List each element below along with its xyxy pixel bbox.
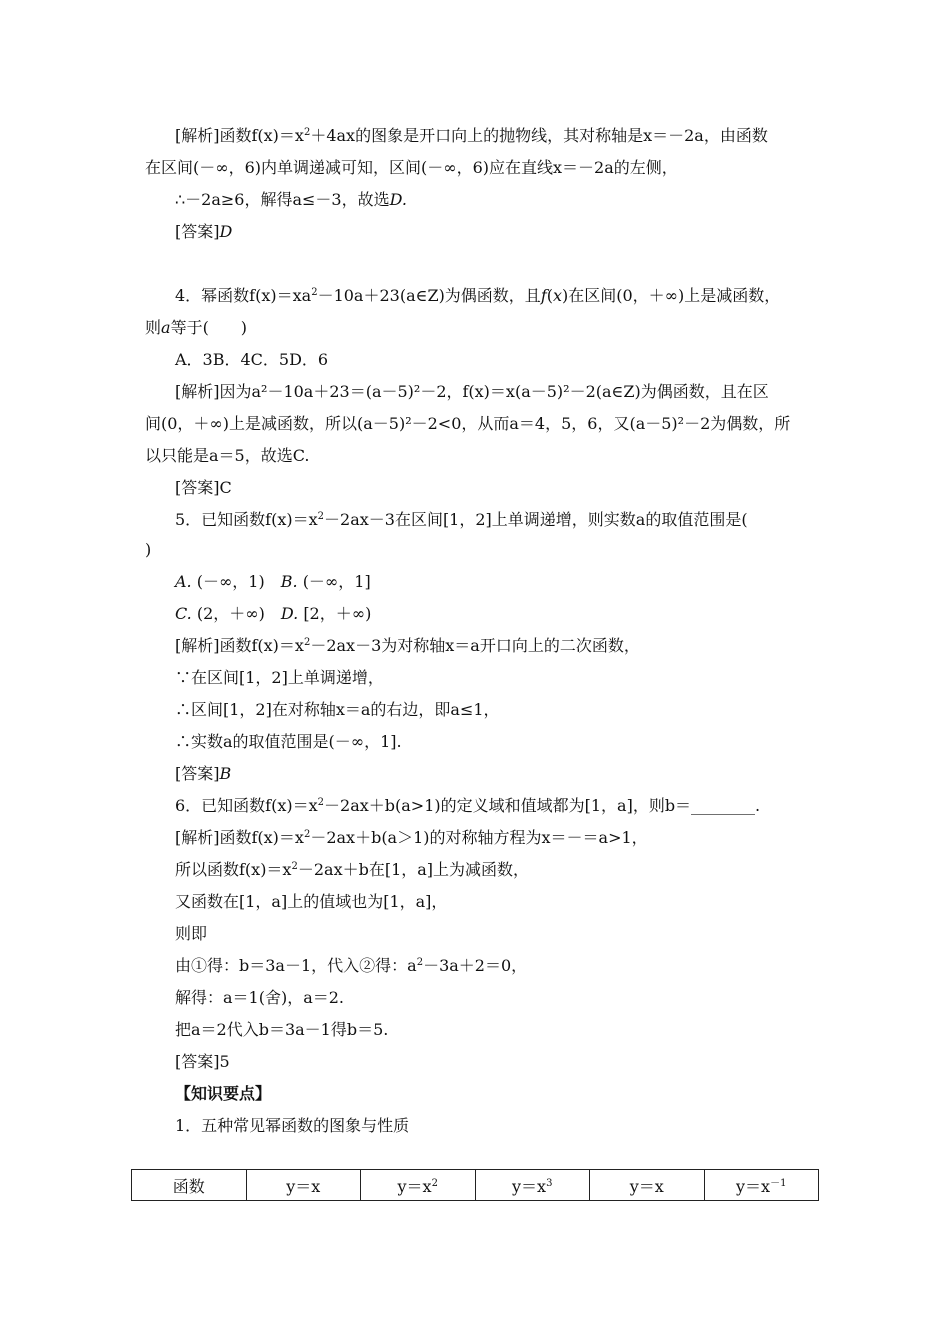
answer-value: B (219, 764, 232, 783)
text: ＋4ax的图象是开口向上的抛物线，其对称轴是x＝－2a，由函数 (310, 126, 768, 145)
text: －3a＋2＝0， (423, 956, 528, 975)
q3-analysis-line3 (175, 190, 407, 210)
text: －2ax＋b(a>1)的定义域和值域都为[1，a]，则b＝________. (324, 796, 761, 815)
answer-label: [答案] (175, 222, 220, 241)
superscript: 2 (416, 957, 424, 968)
q4-analysis-line3: 以只能是a＝5，故选C. (145, 446, 310, 465)
q3-analysis-line2: 在区间(－∞，6)内单调递减可知，区间(－∞，6)应在直线x＝－2a的左侧， (145, 158, 678, 177)
table-cell (246, 1170, 361, 1201)
q6-analysis-line2 (175, 860, 529, 880)
superscript: 2 (311, 287, 318, 298)
q6-analysis-line6: 解得：a＝1(舍)，a＝2. (175, 988, 345, 1007)
text: 6．已知函数f(x)＝x (175, 796, 318, 815)
text: 由①得：b＝3a－1，代入②得：a (175, 956, 417, 975)
superscript: 3 (546, 1177, 553, 1189)
q5-analysis-line2: ∵在区间[1，2]上单调递增， (175, 668, 384, 687)
table-header-cell (132, 1170, 247, 1201)
q3-answer (175, 222, 232, 242)
q5-stem-line1 (175, 510, 748, 530)
q4-analysis-line2: 间(0，＋∞)上是减函数，所以(a－5)²－2<0，从而a＝4，5，6，又(a－5)²－2为偶数，所 (145, 414, 791, 433)
superscript: 2 (431, 1177, 438, 1189)
text: －2ax－3为对称轴x＝a开口向上的二次函数， (310, 636, 640, 655)
cell-text: y＝x (736, 1176, 771, 1196)
text: ( (546, 286, 553, 305)
cell-text: y＝x (286, 1176, 321, 1196)
option-c: (2，＋∞) (196, 604, 265, 623)
option-d-letter: D. (280, 604, 299, 623)
answer-letter: D. (389, 190, 407, 209)
q6-answer: [答案]5 (175, 1052, 230, 1071)
superscript: 2 (303, 127, 311, 138)
q4-options: A．3B．4C．5D．6 (175, 350, 329, 369)
option-c-letter: C. (175, 604, 192, 623)
option-a: (－∞，1) (196, 572, 265, 591)
cell-text: y＝x (397, 1176, 432, 1196)
text: [解析]函数f(x)＝x (175, 636, 304, 655)
q4-answer: [答案]C (175, 478, 232, 497)
cell-text: y＝x (512, 1176, 547, 1196)
text: [解析]函数f(x)＝x (175, 828, 304, 847)
text: )在区间(0，＋∞)上是减函数， (562, 286, 781, 305)
cell-text: y＝x (629, 1176, 664, 1196)
superscript: 2 (303, 637, 311, 648)
table-cell (704, 1170, 819, 1201)
table-cell (475, 1170, 590, 1201)
answer-label: [答案] (175, 764, 220, 783)
text: －2ax＋b(a＞1)的对称轴方程为x＝－＝a>1， (310, 828, 648, 847)
q5-answer (175, 764, 231, 784)
q6-analysis-line3: 又函数在[1，a]上的值域也为[1，a]， (175, 892, 448, 911)
q4-analysis-line1: [解析]因为a²－10a＋23＝(a－5)²－2，f(x)＝x(a－5)²－2(a∈Z)为偶函数，且在区 (175, 382, 769, 401)
q4-stem-line2 (145, 318, 247, 338)
text: 5．已知函数f(x)＝x (175, 510, 318, 529)
text: 所以函数f(x)＝x (175, 860, 292, 879)
text: －2ax－3在区间[1，2]上单调递增，则实数a的取值范围是( (324, 510, 748, 529)
option-b-letter: B. (280, 572, 298, 591)
text: 则 (145, 318, 162, 337)
table-row (132, 1170, 819, 1201)
q5-options-cd (175, 604, 371, 624)
text: ∴－2a≥6，解得a≤－3，故选 (175, 190, 390, 209)
q6-stem (175, 796, 760, 816)
q5-analysis-line1 (175, 636, 640, 656)
text: －2ax＋b在[1，a]上为减函数， (297, 860, 530, 879)
text: x (552, 286, 563, 305)
q5-analysis-line3: ∴区间[1，2]在对称轴x＝a的右边，即a≤1， (175, 700, 500, 719)
superscript: 2 (291, 861, 298, 872)
superscript: 2 (317, 511, 325, 522)
option-d: [2，＋∞) (303, 604, 372, 623)
cell-text: 函数 (172, 1176, 205, 1196)
text: a (161, 318, 171, 337)
option-a-letter: A. (175, 572, 192, 591)
text: 等于( ) (170, 318, 248, 337)
q4-stem-line1 (175, 286, 780, 306)
text: f (540, 286, 547, 305)
answer-value: D (219, 222, 233, 241)
table-cell (361, 1170, 476, 1201)
q6-analysis-line7: 把a＝2代入b＝3a－1得b＝5. (175, 1020, 389, 1039)
option-b: (－∞，1] (302, 572, 371, 591)
q5-stem-line2: ) (145, 540, 152, 559)
knowledge-item-1: 1．五种常见幂函数的图象与性质 (175, 1116, 410, 1135)
table-cell (590, 1170, 705, 1201)
q6-analysis-line1 (175, 828, 648, 848)
text: 4．幂函数f(x)＝xa (175, 286, 312, 305)
superscript: 2 (317, 797, 325, 808)
q5-options-ab (175, 572, 371, 592)
power-function-table (131, 1169, 819, 1201)
q5-analysis-line4: ∴实数a的取值范围是(－∞，1]. (175, 732, 402, 751)
q6-analysis-line5 (175, 956, 527, 976)
q6-analysis-line4: 则即 (175, 924, 208, 943)
text: [解析]函数f(x)＝x (175, 126, 304, 145)
superscript: －1 (770, 1177, 787, 1189)
knowledge-heading: 【知识要点】 (175, 1084, 272, 1103)
q3-analysis-line1 (175, 126, 768, 146)
superscript: 2 (303, 829, 311, 840)
text: －10a＋23(a∈Z)为偶函数，且 (317, 286, 541, 305)
